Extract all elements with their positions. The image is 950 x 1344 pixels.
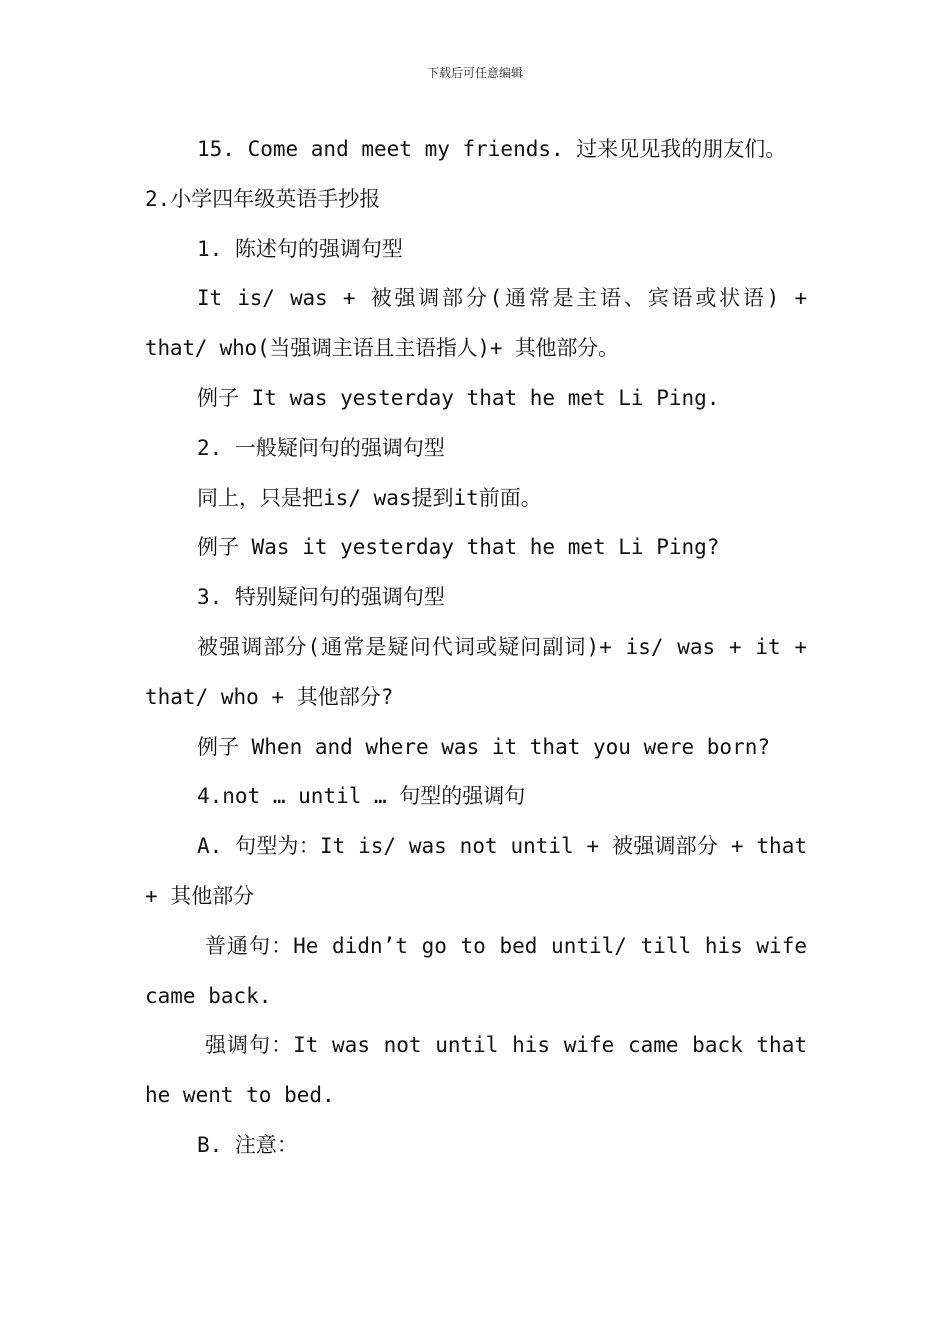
document-body [145, 125, 807, 1171]
paragraph-special-question-pattern: 被强调部分(通常是疑问代词或疑问副词)+ is/ was + it + that/ who + 其他部分? [145, 634, 807, 709]
subheading-general-question-emphasis: 2. 一般疑问句的强调句型 [197, 435, 445, 460]
example-general-question: 例子 Was it yesterday that he met Li Ping? [197, 535, 720, 560]
note-heading: B. 注意： [197, 1132, 298, 1157]
example-declarative: 例子 It was yesterday that he met Li Ping. [197, 385, 720, 410]
example-special-question: 例子 When and where was it that you were born? [197, 734, 771, 759]
subheading-not-until-emphasis: 4.not … until … 句型的强调句 [197, 784, 526, 809]
paragraph-declarative-pattern: It is/ was + 被强调部分(通常是主语、宾语或状语) + that/ who(当强调主语且主语指人)+ 其他部分。 [145, 286, 807, 361]
page-header-note: 下载后可任意编辑 [426, 66, 523, 80]
subheading-declarative-emphasis: 1. 陈述句的强调句型 [197, 236, 403, 261]
paragraph-general-question-note: 同上，只是把is/ was提到it前面。 [197, 485, 542, 510]
paragraph-not-until-pattern: A. 句型为：It is/ was not until + 被强调部分 + that + 其他部分 [145, 834, 807, 908]
example-normal-sentence: 普通句：He didn’t go to bed until/ till his wife came back. [145, 933, 807, 1008]
subheading-special-question-emphasis: 3. 特别疑问句的强调句型 [197, 585, 445, 610]
example-emphatic-sentence: 强调句：It was not until his wife came back that he went to bed. [145, 1033, 807, 1108]
section-heading-2: 2.小学四年级英语手抄报 [145, 186, 381, 211]
paragraph-item-15: 15. Come and meet my friends. 过来见见我的朋友们。 [197, 137, 787, 161]
